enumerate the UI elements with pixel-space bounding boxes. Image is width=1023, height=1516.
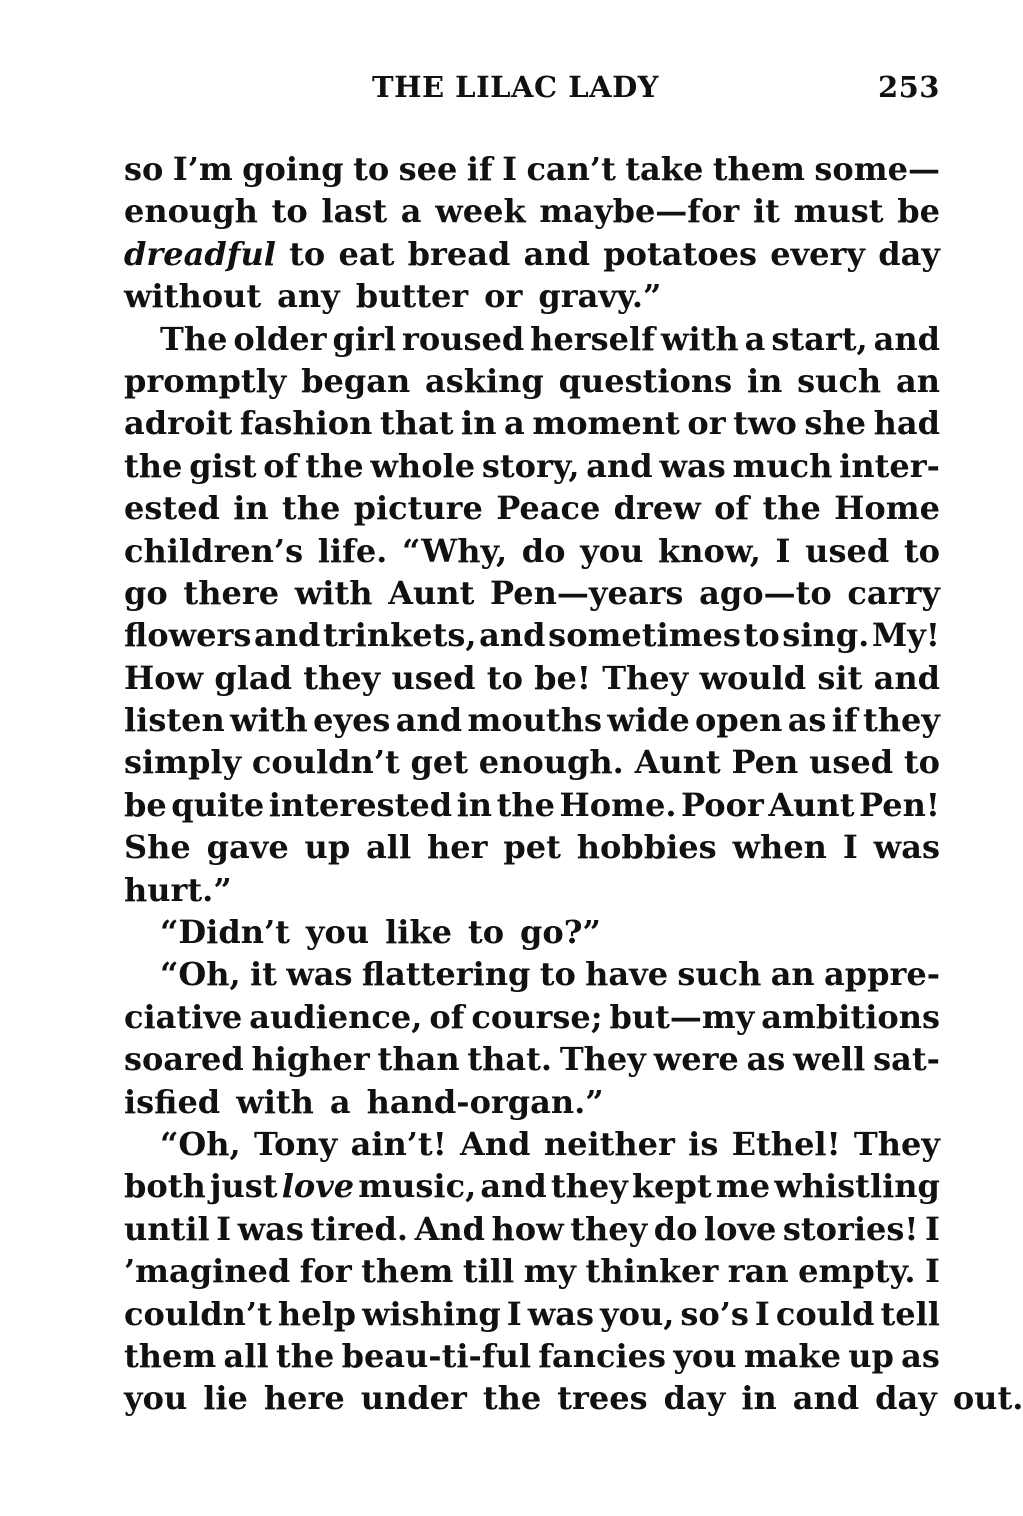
word: wishing	[361, 1294, 501, 1333]
text-line	[124, 1208, 940, 1250]
word: in	[233, 489, 269, 528]
text-line	[124, 1250, 940, 1292]
word: the	[482, 1379, 542, 1418]
word: Pen	[731, 743, 799, 782]
word: ran	[727, 1252, 789, 1291]
word: would	[699, 658, 807, 697]
word: the	[762, 489, 821, 528]
word: well	[793, 1040, 866, 1079]
text-line	[124, 996, 940, 1038]
word: make	[743, 1336, 841, 1375]
word: fancies	[538, 1336, 667, 1375]
word: audience,	[249, 997, 423, 1036]
word: with	[230, 701, 308, 740]
word: could	[775, 1294, 875, 1333]
word: up	[304, 828, 351, 867]
text-line	[124, 148, 940, 190]
word: thinker	[585, 1252, 719, 1291]
text-line	[124, 445, 940, 487]
word: And	[460, 1124, 531, 1163]
word: whistling	[774, 1167, 940, 1206]
word: ain’t!	[350, 1124, 447, 1163]
word: help	[277, 1294, 356, 1333]
word: tell	[880, 1294, 940, 1333]
word: to	[289, 234, 326, 273]
word: promptly	[124, 361, 287, 400]
word: I	[924, 1252, 940, 1291]
word: were	[653, 1040, 739, 1079]
text-line	[124, 530, 940, 572]
word: you	[305, 913, 370, 952]
word: it	[249, 955, 277, 994]
text-line	[124, 318, 940, 360]
word: dreadful	[124, 234, 276, 273]
word: you	[673, 1336, 737, 1375]
word: as	[901, 1336, 940, 1375]
word: the	[275, 1336, 335, 1375]
word: open	[695, 701, 783, 740]
word: know,	[658, 531, 761, 570]
word: until	[124, 1209, 210, 1248]
word: than	[377, 1040, 460, 1079]
word: be!	[534, 658, 591, 697]
word: gravy.”	[538, 277, 662, 316]
word: if	[831, 701, 858, 740]
word: my	[523, 1252, 577, 1291]
word: the	[281, 489, 341, 528]
word: I	[924, 1209, 940, 1248]
word: stories!	[782, 1209, 919, 1248]
word: had	[873, 404, 940, 443]
word: an	[770, 955, 815, 994]
word: get	[410, 743, 469, 782]
word: enough.	[478, 743, 624, 782]
body-text	[124, 148, 1023, 1420]
word: “Oh,	[160, 955, 241, 994]
text-line	[124, 1335, 940, 1377]
word: wide	[607, 701, 690, 740]
word: maybe—for	[539, 192, 740, 231]
word: She	[124, 828, 191, 867]
word: like	[385, 913, 452, 952]
word: with	[294, 573, 373, 612]
word: They	[602, 658, 689, 697]
word: ’magined	[124, 1252, 291, 1291]
word: music,	[358, 1167, 477, 1206]
word: of	[429, 997, 465, 1036]
word: but—my	[609, 997, 755, 1036]
word: gave	[206, 828, 289, 867]
word: girl	[332, 319, 397, 358]
text-line	[124, 190, 940, 232]
word: ago—to	[699, 573, 832, 612]
word: going	[242, 150, 344, 188]
word: eat	[338, 234, 395, 273]
word: sing.	[782, 616, 870, 655]
word: used	[809, 743, 894, 782]
word: it	[752, 192, 780, 231]
word: the	[305, 446, 364, 485]
word: was	[527, 1294, 595, 1333]
word: I	[842, 828, 858, 867]
word: I’m	[172, 150, 233, 188]
word: and	[254, 616, 321, 655]
text-line	[124, 360, 940, 402]
text-line	[124, 1123, 940, 1165]
word: lie	[203, 1379, 248, 1418]
word: and	[873, 319, 940, 358]
word: do	[521, 531, 566, 570]
word: “Oh,	[160, 1124, 241, 1163]
word: them	[124, 1336, 217, 1375]
word: see	[398, 150, 458, 188]
word: glad	[214, 658, 293, 697]
word: when	[732, 828, 827, 867]
text-line	[124, 402, 940, 444]
word: week	[435, 192, 526, 231]
text-line	[124, 784, 940, 826]
word: me	[715, 1167, 771, 1206]
word: drew	[613, 489, 701, 528]
word: and	[586, 446, 653, 485]
word: and	[395, 701, 463, 740]
word: hand-organ.”	[366, 1082, 604, 1121]
word: must	[793, 192, 884, 231]
word: Aunt	[634, 743, 721, 782]
word: I	[775, 531, 791, 570]
word: asking	[425, 361, 544, 400]
word: roused	[401, 319, 525, 358]
word: whole	[370, 446, 476, 485]
word: pet	[503, 828, 561, 867]
word: used	[805, 531, 890, 570]
word: Aunt	[388, 573, 475, 612]
word: and	[523, 234, 590, 273]
word: Aunt	[768, 785, 855, 824]
word: all	[366, 828, 412, 867]
word: just	[209, 1167, 278, 1206]
word: under	[360, 1379, 467, 1418]
text-line	[124, 741, 940, 783]
word: or	[687, 404, 726, 443]
word: in	[456, 785, 493, 824]
word: there	[183, 573, 280, 612]
word: love	[703, 1209, 777, 1248]
word: gist	[189, 446, 257, 485]
word: appre-	[823, 955, 940, 994]
word: day	[663, 1379, 726, 1418]
word: Poor	[681, 785, 764, 824]
word: they	[303, 658, 381, 697]
word: day	[875, 1379, 937, 1418]
word: till	[462, 1252, 515, 1291]
word: potatoes	[603, 234, 757, 273]
text-line	[124, 869, 940, 911]
word: was	[237, 1209, 304, 1248]
word: ciative	[124, 997, 243, 1036]
text-line	[124, 911, 940, 953]
word: you	[124, 1379, 188, 1418]
word: “Why,	[401, 531, 508, 570]
word: Pen—years	[490, 573, 684, 612]
text-line	[124, 1293, 940, 1335]
word: life.	[317, 531, 388, 570]
word: of	[714, 489, 750, 528]
word: here	[263, 1379, 345, 1418]
word: I	[216, 1209, 232, 1248]
word: such	[677, 955, 762, 994]
text-line	[124, 1038, 940, 1080]
word: quite	[171, 785, 265, 824]
word: enough	[124, 192, 258, 231]
word: and	[480, 1167, 547, 1206]
word: Pen!	[859, 785, 940, 824]
word: How	[124, 658, 204, 697]
word: a	[504, 404, 525, 443]
word: was	[659, 446, 726, 485]
word: inter-	[839, 446, 940, 485]
word: take	[625, 150, 704, 188]
word: them	[712, 150, 805, 188]
word: Home	[834, 489, 940, 528]
word: picture	[353, 489, 483, 528]
word: of	[263, 446, 299, 485]
word: story,	[481, 446, 580, 485]
word: every	[770, 234, 865, 273]
text-line	[124, 233, 940, 275]
word: without	[124, 277, 262, 316]
word: My!	[871, 616, 940, 655]
word: out.	[952, 1379, 1023, 1418]
text-line	[124, 572, 940, 614]
word: trees	[557, 1379, 648, 1418]
word: was	[286, 955, 353, 994]
word: bread	[407, 234, 511, 273]
text-line	[124, 275, 940, 317]
word: in	[741, 1379, 777, 1418]
word: up	[848, 1336, 894, 1375]
running-head	[124, 70, 940, 110]
word: interested	[268, 785, 453, 824]
word: as	[746, 1040, 786, 1079]
word: herself	[530, 319, 655, 358]
text-line	[124, 1165, 940, 1207]
text-line	[124, 657, 940, 699]
word: higher	[251, 1040, 370, 1079]
word: to	[486, 658, 523, 697]
word: day	[878, 234, 940, 273]
word: isfied	[124, 1082, 221, 1121]
word: to	[903, 743, 940, 782]
word: They	[559, 1040, 646, 1079]
word: soared	[124, 1040, 244, 1079]
word: fashion	[239, 404, 373, 443]
word: moment	[532, 404, 680, 443]
word: them	[361, 1252, 454, 1291]
word: how	[491, 1209, 564, 1248]
text-line	[124, 487, 940, 529]
word: they	[570, 1209, 648, 1248]
word: ested	[124, 489, 220, 528]
word: love	[281, 1167, 355, 1206]
word: and	[873, 658, 940, 697]
word: go	[124, 573, 168, 612]
word: sit	[817, 658, 863, 697]
word: hobbies	[576, 828, 717, 867]
word: any	[277, 277, 340, 316]
word: Tony	[253, 1124, 338, 1163]
word: carry	[847, 573, 940, 612]
text-line	[124, 826, 940, 868]
word: some—	[814, 150, 940, 188]
word: The	[160, 319, 228, 358]
word: for	[299, 1252, 352, 1291]
word: have	[585, 955, 669, 994]
word: mouths	[467, 701, 602, 740]
word: start,	[771, 319, 868, 358]
page-number: 253	[877, 70, 940, 104]
word: so’s	[680, 1294, 749, 1333]
word: in	[461, 404, 497, 443]
word: sometimes	[548, 616, 741, 655]
word: or	[484, 277, 523, 316]
word: that.	[467, 1040, 553, 1079]
word: neither	[543, 1124, 675, 1163]
word: beau-ti-ful	[341, 1336, 531, 1375]
word: can’t	[526, 150, 616, 188]
word: I	[754, 1294, 770, 1333]
word: go?”	[520, 913, 601, 952]
word: eyes	[313, 701, 391, 740]
word: an	[895, 361, 940, 400]
word: that	[379, 404, 454, 443]
word: Ethel!	[731, 1124, 841, 1163]
word: a	[744, 319, 766, 358]
word: be	[124, 785, 167, 824]
word: you,	[600, 1294, 675, 1333]
word: was	[873, 828, 940, 867]
word: such	[797, 361, 882, 400]
word: last	[321, 192, 388, 231]
word: with	[236, 1082, 314, 1121]
text-line	[124, 699, 940, 741]
word: sat-	[873, 1040, 940, 1079]
word: to	[743, 616, 780, 655]
word: Peace	[496, 489, 601, 528]
word: I	[506, 1294, 522, 1333]
word: course;	[471, 997, 603, 1036]
word: and	[479, 616, 546, 655]
word: and	[792, 1379, 860, 1418]
word: her	[426, 828, 488, 867]
word: to	[353, 150, 390, 188]
word: the	[124, 446, 183, 485]
word: simply	[124, 743, 242, 782]
word: children’s	[124, 531, 304, 570]
word: if	[466, 150, 493, 188]
word: hurt.”	[124, 870, 232, 909]
word: be	[897, 192, 940, 231]
word: to	[271, 192, 308, 231]
word: to	[903, 531, 940, 570]
word: empty.	[798, 1252, 916, 1291]
text-line	[124, 1377, 1023, 1419]
word: as	[787, 701, 827, 740]
word: so	[124, 150, 164, 188]
word: Home.	[559, 785, 677, 824]
word: do	[653, 1209, 698, 1248]
word: trinkets,	[323, 616, 477, 655]
word: both	[124, 1167, 206, 1206]
word: ambitions	[761, 997, 940, 1036]
word: with	[660, 319, 739, 358]
text-line	[124, 614, 940, 656]
word: questions	[558, 361, 733, 400]
word: two	[733, 404, 797, 443]
word: all	[223, 1336, 269, 1375]
word: flattering	[361, 955, 531, 994]
running-title: THE LILAC LADY	[372, 70, 659, 104]
word: I	[502, 150, 518, 188]
word: to	[539, 955, 576, 994]
word: they	[862, 701, 940, 740]
word: began	[301, 361, 411, 400]
word: to	[467, 913, 505, 952]
word: a	[400, 192, 422, 231]
word: you	[580, 531, 644, 570]
word: used	[391, 658, 476, 697]
word: butter	[355, 277, 469, 316]
word: tired.	[310, 1209, 409, 1248]
word: kept	[632, 1167, 712, 1206]
text-line	[124, 953, 940, 995]
word: is	[688, 1124, 719, 1163]
word: in	[746, 361, 783, 400]
word: the	[496, 785, 555, 824]
word: she	[804, 404, 866, 443]
word: a	[329, 1082, 351, 1121]
word: couldn’t	[124, 1294, 272, 1333]
word: They	[853, 1124, 940, 1163]
word: couldn’t	[251, 743, 400, 782]
text-line	[124, 1081, 940, 1123]
word: adroit	[124, 404, 233, 443]
word: they	[550, 1167, 628, 1206]
word: much	[732, 446, 833, 485]
word: listen	[124, 701, 225, 740]
word: older	[233, 319, 327, 358]
word: And	[414, 1209, 486, 1248]
word: flowers	[124, 616, 252, 655]
word: “Didn’t	[160, 913, 290, 952]
